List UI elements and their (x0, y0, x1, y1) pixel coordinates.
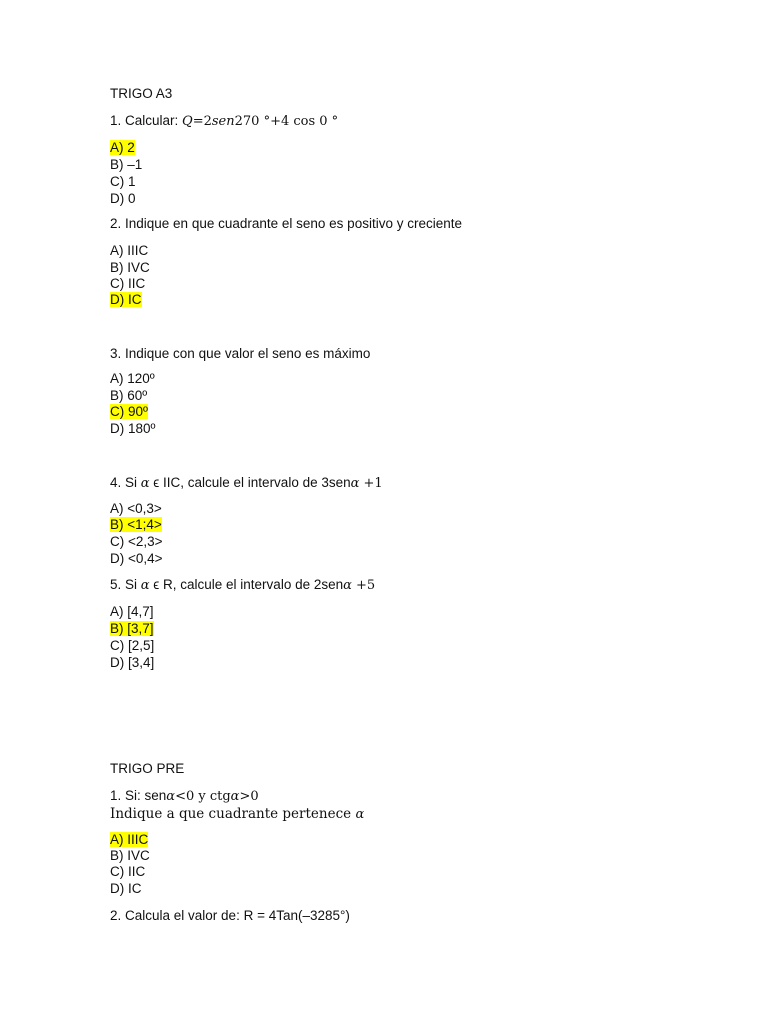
pre-q1-option-c: C) IIC (110, 864, 146, 879)
pre-q1-option-d: D) IC (110, 881, 142, 896)
question-4-middle: ϵ IIC, calcule el intervalo de 3sen (149, 475, 351, 490)
pre-q1-prefix: 1. Si: sen (110, 788, 167, 803)
question-4-prefix: 4. Si (110, 475, 141, 490)
section-title-trigo-pre: TRIGO PRE (110, 761, 185, 776)
pre-q1-line2-text: Indique a que cuadrante pertenece (110, 806, 356, 822)
pre-question-1-line2 (110, 806, 364, 823)
question-4-tail: +1 (359, 476, 383, 491)
question-1 (110, 113, 338, 130)
pre-q1-option-b: B) IVC (110, 848, 150, 863)
pre-q1-mid: <0 y ctg (175, 789, 231, 804)
q1-option-c: C) 1 (110, 174, 136, 189)
q3-option-a: A) 120º (110, 371, 155, 386)
q2-option-b: B) IVC (110, 260, 150, 275)
formula-tail: 270 °+4 cos 0 ° (234, 114, 339, 129)
question-3: 3. Indique con que valor el seno es máximo (110, 346, 371, 361)
question-5 (110, 577, 375, 594)
question-4 (110, 475, 383, 492)
alpha-symbol: α (343, 578, 352, 593)
q4-option-c: C) <2,3> (110, 534, 163, 549)
pre-q1-option-a (110, 832, 148, 848)
alpha-symbol: α (140, 578, 150, 593)
q1-option-d: D) 0 (110, 191, 136, 206)
alpha-symbol: α (355, 807, 365, 822)
q4-option-b (110, 517, 162, 533)
formula-q: Q (182, 114, 193, 129)
pre-q1-option-a-text: A) IIIC (110, 832, 149, 847)
formula-equals: =2 (192, 114, 212, 129)
q3-option-c (110, 404, 148, 420)
q3-option-c-text: C) 90º (110, 404, 148, 419)
question-5-prefix: 5. Si (110, 577, 141, 592)
formula-sen: sen (211, 114, 235, 129)
question-5-tail: +5 (351, 578, 376, 593)
pre-question-2: 2. Calcula el valor de: R = 4Tan(–3285°) (110, 908, 350, 923)
q4-option-d: D) <0,4> (110, 551, 163, 566)
q5-option-c: C) [2,5] (110, 638, 155, 653)
q5-option-d: D) [3,4] (110, 655, 155, 670)
alpha-symbol: α (230, 789, 240, 804)
q3-option-d: D) 180º (110, 421, 156, 436)
question-5-middle: ϵ R, calcule el intervalo de 2sen (149, 577, 344, 592)
alpha-symbol: α (140, 476, 150, 491)
q3-option-b: B) 60º (110, 388, 148, 403)
q5-option-b (110, 621, 154, 637)
q4-option-b-text: B) <1;4> (110, 517, 162, 532)
q2-option-d-text: D) IC (110, 292, 142, 307)
q2-option-a: A) IIIC (110, 243, 149, 258)
q1-option-b: B) –1 (110, 157, 143, 172)
section-title-trigo-a3: TRIGO A3 (110, 86, 173, 101)
q1-option-a (110, 140, 135, 156)
q5-option-a: A) [4,7] (110, 604, 154, 619)
q2-option-d (110, 292, 142, 308)
q4-option-a: A) <0,3> (110, 501, 162, 516)
question-1-prefix: 1. Calcular: (110, 113, 183, 128)
question-2: 2. Indique en que cuadrante el seno es positivo y creciente (110, 216, 462, 231)
pre-question-1-line1 (110, 788, 259, 805)
q5-option-b-text: B) [3,7] (110, 621, 154, 636)
alpha-symbol: α (350, 476, 360, 491)
q1-option-a-text: A) 2 (110, 140, 135, 155)
q2-option-c: C) IIC (110, 276, 146, 291)
pre-q1-tail: >0 (239, 789, 259, 804)
alpha-symbol: α (166, 789, 176, 804)
